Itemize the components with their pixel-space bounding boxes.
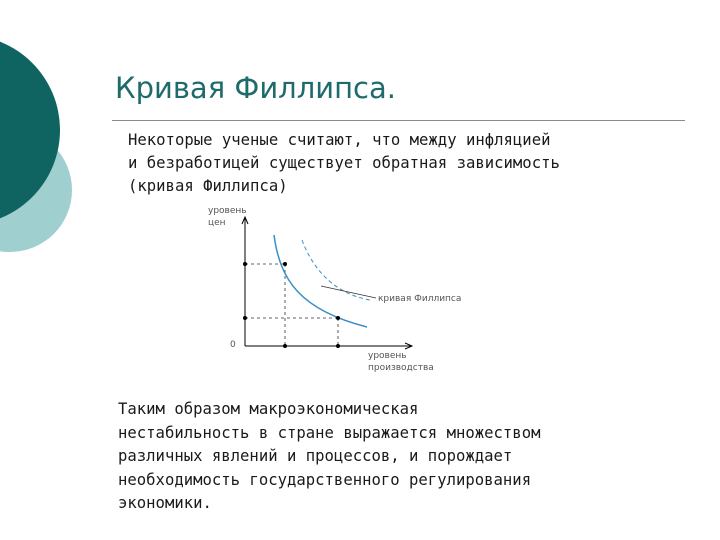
point-on-x-axis-1 — [283, 344, 287, 348]
slide-title: Кривая Филлипса. — [115, 71, 396, 105]
x-axis-label-line2: производства — [368, 363, 434, 373]
y-axis-label-line1: уровень — [208, 206, 247, 216]
conclusion-paragraph: Таким образом макроэкономическая нестабильность в стране выражается множеством различных явлений и процессов, и порождает необходимость государственного регулирования экономики. — [118, 400, 541, 512]
curve-label-pointer — [321, 286, 376, 298]
point-on-curve-2 — [336, 316, 340, 320]
decorative-circles — [0, 0, 120, 300]
title-divider — [112, 120, 685, 121]
point-on-x-axis-2 — [336, 344, 340, 348]
curve-label: кривая Филлипса — [378, 294, 462, 304]
point-on-y-axis-low — [243, 316, 247, 320]
intro-paragraph: Некоторые ученые считают, что между инфляцией и безработицей существует обратная зависимость (кривая Филлипса) — [128, 131, 560, 195]
x-axis-label-line1: уровень — [368, 351, 407, 361]
origin-label: 0 — [230, 340, 236, 350]
shifted-phillips-curve — [302, 240, 370, 300]
phillips-curve-figure — [190, 200, 490, 380]
y-axis-label-line2: цен — [208, 218, 226, 228]
point-on-curve-1 — [283, 262, 287, 266]
point-on-y-axis-high — [243, 262, 247, 266]
phillips-curve — [274, 235, 367, 327]
